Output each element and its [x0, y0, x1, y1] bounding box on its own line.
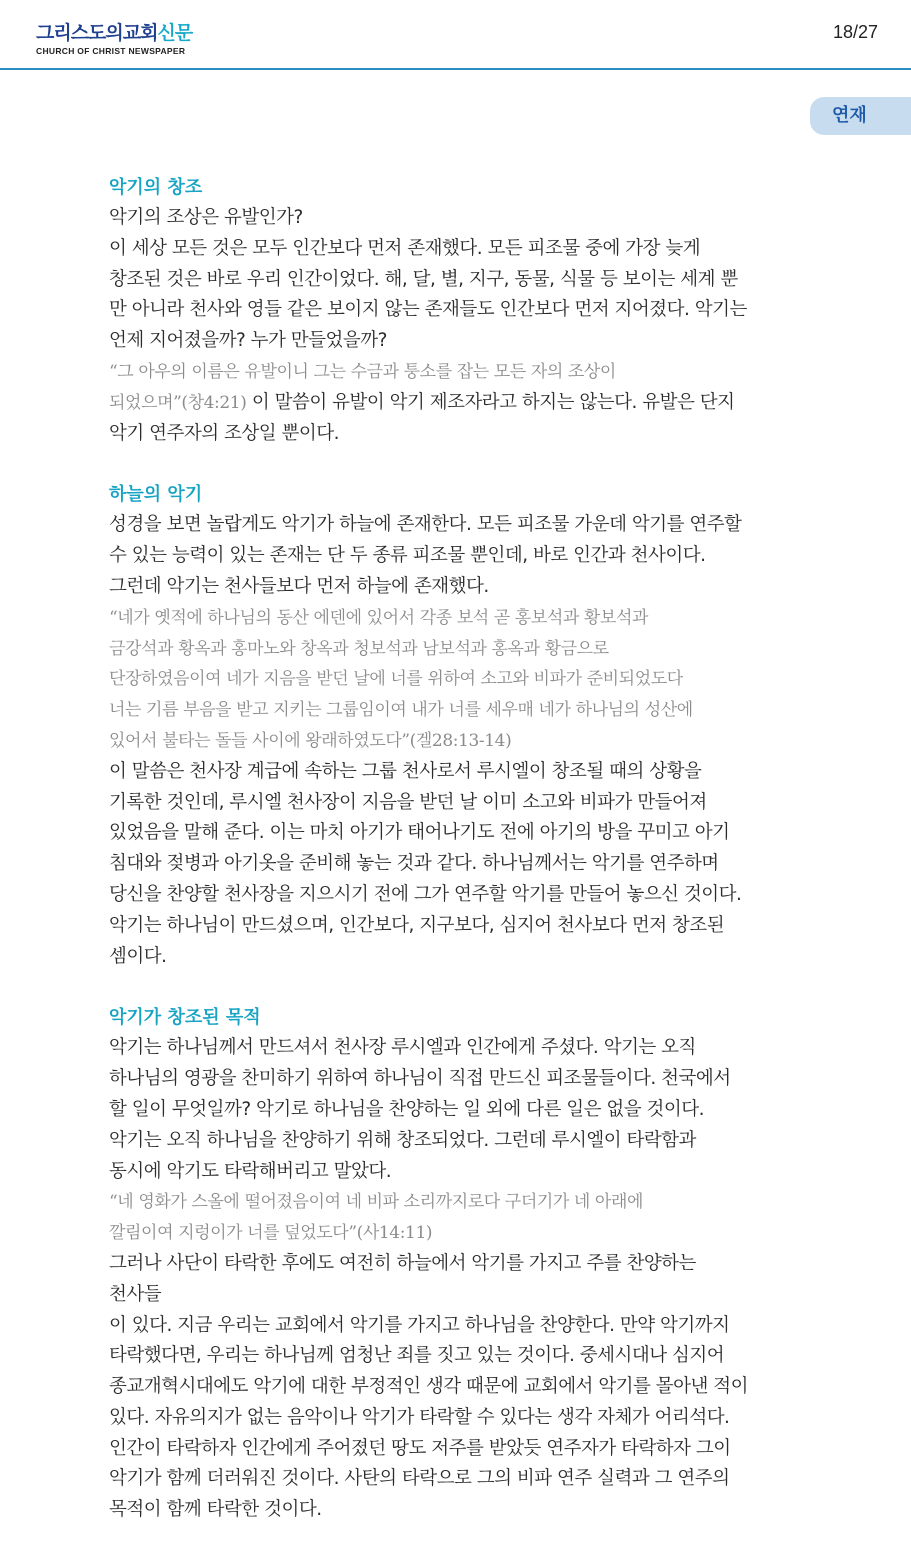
paragraph-line: 이 세상 모든 것은 모두 인간보다 먼저 존재했다. 모든 피조물 중에 가장 늦게	[109, 237, 701, 259]
logo-title	[36, 22, 192, 44]
paragraph-line: 기록한 것인데, 루시엘 천사장이 지음을 받던 날 이미 소고와 비파가 만들어져	[109, 791, 707, 813]
section-title: 하늘의 악기	[109, 484, 203, 506]
paragraph-line: 이 말씀은 천사장 계급에 속하는 그룹 천사로서 루시엘이 창조될 때의 상황을	[109, 760, 702, 782]
scripture-quote-line: “네가 옛적에 하나님의 동산 에덴에 있어서 각종 보석 곧 홍보석과 황보석과	[109, 607, 648, 628]
paragraph-line: 악기는 하나님께서 만드셔서 천사장 루시엘과 인간에게 주셨다. 악기는 오직	[109, 1037, 696, 1059]
logo-title-accent: 신문	[157, 22, 193, 44]
paragraph-line: 그런데 악기는 천사들보다 먼저 하늘에 존재했다.	[109, 575, 489, 597]
article-body	[109, 172, 809, 1556]
paragraph-line: 그러나 사단이 타락한 후에도 여전히 하늘에서 악기를 가지고 주를 찬양하는	[109, 1252, 696, 1274]
paragraph-line: 당신을 찬양할 천사장을 지으시기 전에 그가 연주할 악기를 만들어 놓으신 것이다.	[109, 883, 742, 905]
paragraph-line: 언제 지어졌을까? 누가 만들었을까?	[109, 330, 387, 352]
page-header	[0, 0, 911, 70]
scripture-quote-part: 되었으며”(창4:21)	[109, 392, 247, 413]
paragraph-line: 악기는 하나님이 만드셨으며, 인간보다, 지구보다, 심지어 천사보다 먼저 창조된	[109, 914, 725, 936]
scripture-quote-line: “그 아우의 이름은 유발이니 그는 수금과 퉁소를 잡는 모든 자의 조상이	[109, 361, 616, 382]
paragraph-line: 이 있다. 지금 우리는 교회에서 악기를 가지고 하나님을 찬양한다. 만약 악기까지	[109, 1314, 730, 1336]
section-creation-of-instruments	[109, 172, 809, 449]
category-tab: 연재	[810, 97, 911, 135]
paragraph-line: 악기는 오직 하나님을 찬양하기 위해 창조되었다. 그런데 루시엘이 타락함과	[109, 1129, 696, 1151]
logo-title-main: 그리스도의교회	[36, 22, 158, 44]
section-purpose-of-instruments	[109, 1002, 809, 1526]
paragraph-line: 하나님의 영광을 찬미하기 위하여 하나님이 직접 만드신 피조물들이다. 천국에서	[109, 1068, 731, 1090]
paragraph-text-part: 이 말씀이 유발이 악기 제조자라고 하지는 않는다. 유발은 단지	[246, 391, 735, 413]
scripture-quote-line: 너는 기름 부음을 받고 지키는 그룹임이여 내가 너를 세우매 네가 하나님의 성산에	[109, 700, 693, 721]
paragraph-line: 악기가 함께 더러워진 것이다. 사탄의 타락으로 그의 비파 연주 실력과 그 연주의	[109, 1468, 730, 1490]
paragraph-line: 침대와 젖병과 아기옷을 준비해 놓는 것과 같다. 하나님께서는 악기를 연주하며	[109, 853, 719, 875]
logo-subtitle: CHURCH OF CHRIST NEWSPAPER	[36, 46, 186, 56]
paragraph-line: 동시에 악기도 타락해버리고 말았다.	[109, 1160, 392, 1182]
paragraph-line: 성경을 보면 놀랍게도 악기가 하늘에 존재한다. 모든 피조물 가운데 악기를 연주할	[109, 514, 742, 536]
paragraph-line: 수 있는 능력이 있는 존재는 단 두 종류 피조물 뿐인데, 바로 인간과 천사이다.	[109, 545, 706, 567]
paragraph-line: 인간이 타락하자 인간에게 주어졌던 땅도 저주를 받았듯 연주자가 타락하자 그이	[109, 1437, 731, 1459]
paragraph-line: 악기의 조상은 유발인가?	[109, 207, 303, 228]
paragraph-line: 창조된 것은 바로 우리 인간이었다. 해, 달, 별, 지구, 동물, 식물 등 보이는 세계 뿐	[109, 268, 738, 290]
paragraph-line: 할 일이 무엇일까? 악기로 하나님을 찬양하는 일 외에 다른 일은 없을 것이다.	[109, 1098, 705, 1120]
paragraph-line: 있다. 자유의지가 없는 음악이나 악기가 타락할 수 있다는 생각 자체가 어리석다.	[109, 1406, 730, 1428]
scripture-quote-line: 금강석과 황옥과 홍마노와 창옥과 청보석과 남보석과 홍옥과 황금으로	[109, 638, 609, 659]
paragraph-line: 악기 연주자의 조상일 뿐이다.	[109, 422, 339, 444]
newspaper-logo[interactable]	[36, 22, 192, 56]
page-number: 18/27	[832, 22, 878, 42]
scripture-quote-line: “네 영화가 스올에 떨어졌음이여 네 비파 소리까지로다 구더기가 네 아래에	[109, 1192, 643, 1213]
paragraph-line: 만 아니라 천사와 영들 같은 보이지 않는 존재들도 인간보다 먼저 지어졌다. 악기는	[109, 299, 747, 321]
paragraph-line: 타락했다면, 우리는 하나님께 엄청난 죄를 짓고 있는 것이다. 중세시대나 심지어	[109, 1345, 725, 1367]
mixed-quote-line	[109, 388, 809, 419]
section-title: 악기가 창조된 목적	[109, 1007, 261, 1029]
paragraph-line: 천사들	[109, 1283, 162, 1305]
paragraph-line: 있었음을 말해 준다. 이는 마치 아기가 태어나기도 전에 아기의 방을 꾸미고 아기	[109, 822, 730, 844]
paragraph-line: 종교개혁시대에도 악기에 대한 부정적인 생각 때문에 교회에서 악기를 몰아낸 적이	[109, 1376, 749, 1398]
paragraph-line: 목적이 함께 타락한 것이다.	[109, 1499, 322, 1521]
paragraph-line: 셈이다.	[109, 945, 167, 967]
section-heavenly-instruments	[109, 479, 809, 972]
section-title: 악기의 창조	[109, 177, 203, 198]
scripture-quote-line: 있어서 불타는 돌들 사이에 왕래하였도다”(겔28:13-14)	[109, 730, 512, 751]
scripture-quote-line: 깔림이여 지렁이가 너를 덮었도다”(사14:11)	[109, 1223, 433, 1244]
scripture-quote-line: 단장하였음이여 네가 지음을 받던 날에 너를 위하여 소고와 비파가 준비되었도다	[109, 669, 683, 690]
